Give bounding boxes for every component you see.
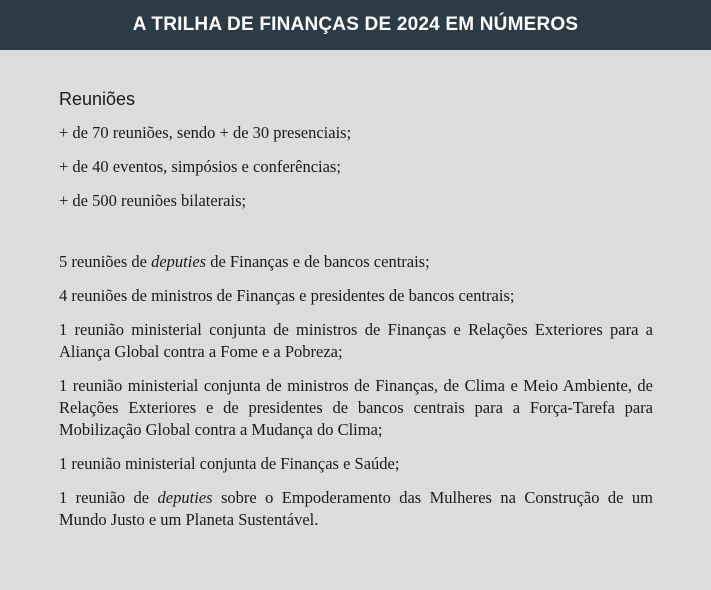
meeting-text: 1 reunião de (59, 488, 158, 507)
meeting-text: 5 reuniões de (59, 252, 152, 271)
meeting-line (59, 251, 653, 273)
stat-line: + de 40 eventos, simpósios e conferências; (59, 157, 341, 176)
meeting-line: 1 reunião ministerial conjunta de Finanças e Saúde; (59, 454, 400, 473)
meeting-emphasis: deputies (157, 488, 213, 507)
meeting-line: 1 reunião ministerial conjunta de ministros de Finanças e Relações Exteriores para a Aliança Global contra a Fome e a Pobreza; (59, 320, 653, 361)
spacer (59, 224, 653, 251)
stat-line: + de 70 reuniões, sendo + de 30 presenciais; (59, 123, 352, 142)
content-panel (59, 89, 653, 543)
meeting-line (59, 487, 653, 531)
meeting-text: de Finanças e de bancos centrais; (206, 252, 430, 271)
meeting-line: 4 reuniões de ministros de Finanças e presidentes de bancos centrais; (59, 286, 515, 305)
header-title: A TRILHA DE FINANÇAS DE 2024 EM NÚMEROS (132, 14, 579, 35)
meeting-line: 1 reunião ministerial conjunta de ministros de Finanças, de Clima e Meio Ambiente, de Relações Exteriores e de presidentes de bancos centrais para a Força-Tarefa para Mobilização Global contra a Mudança do Clima; (59, 376, 653, 439)
stat-line: + de 500 reuniões bilaterais; (59, 191, 247, 210)
meeting-emphasis: deputies (151, 252, 207, 271)
meeting-text: sobre o Empoderamento das Mulheres na Construção de um Mundo Justo e um Planeta Sustentável. (59, 488, 653, 529)
section-title: Reuniões (59, 89, 136, 109)
page-header (0, 0, 711, 50)
